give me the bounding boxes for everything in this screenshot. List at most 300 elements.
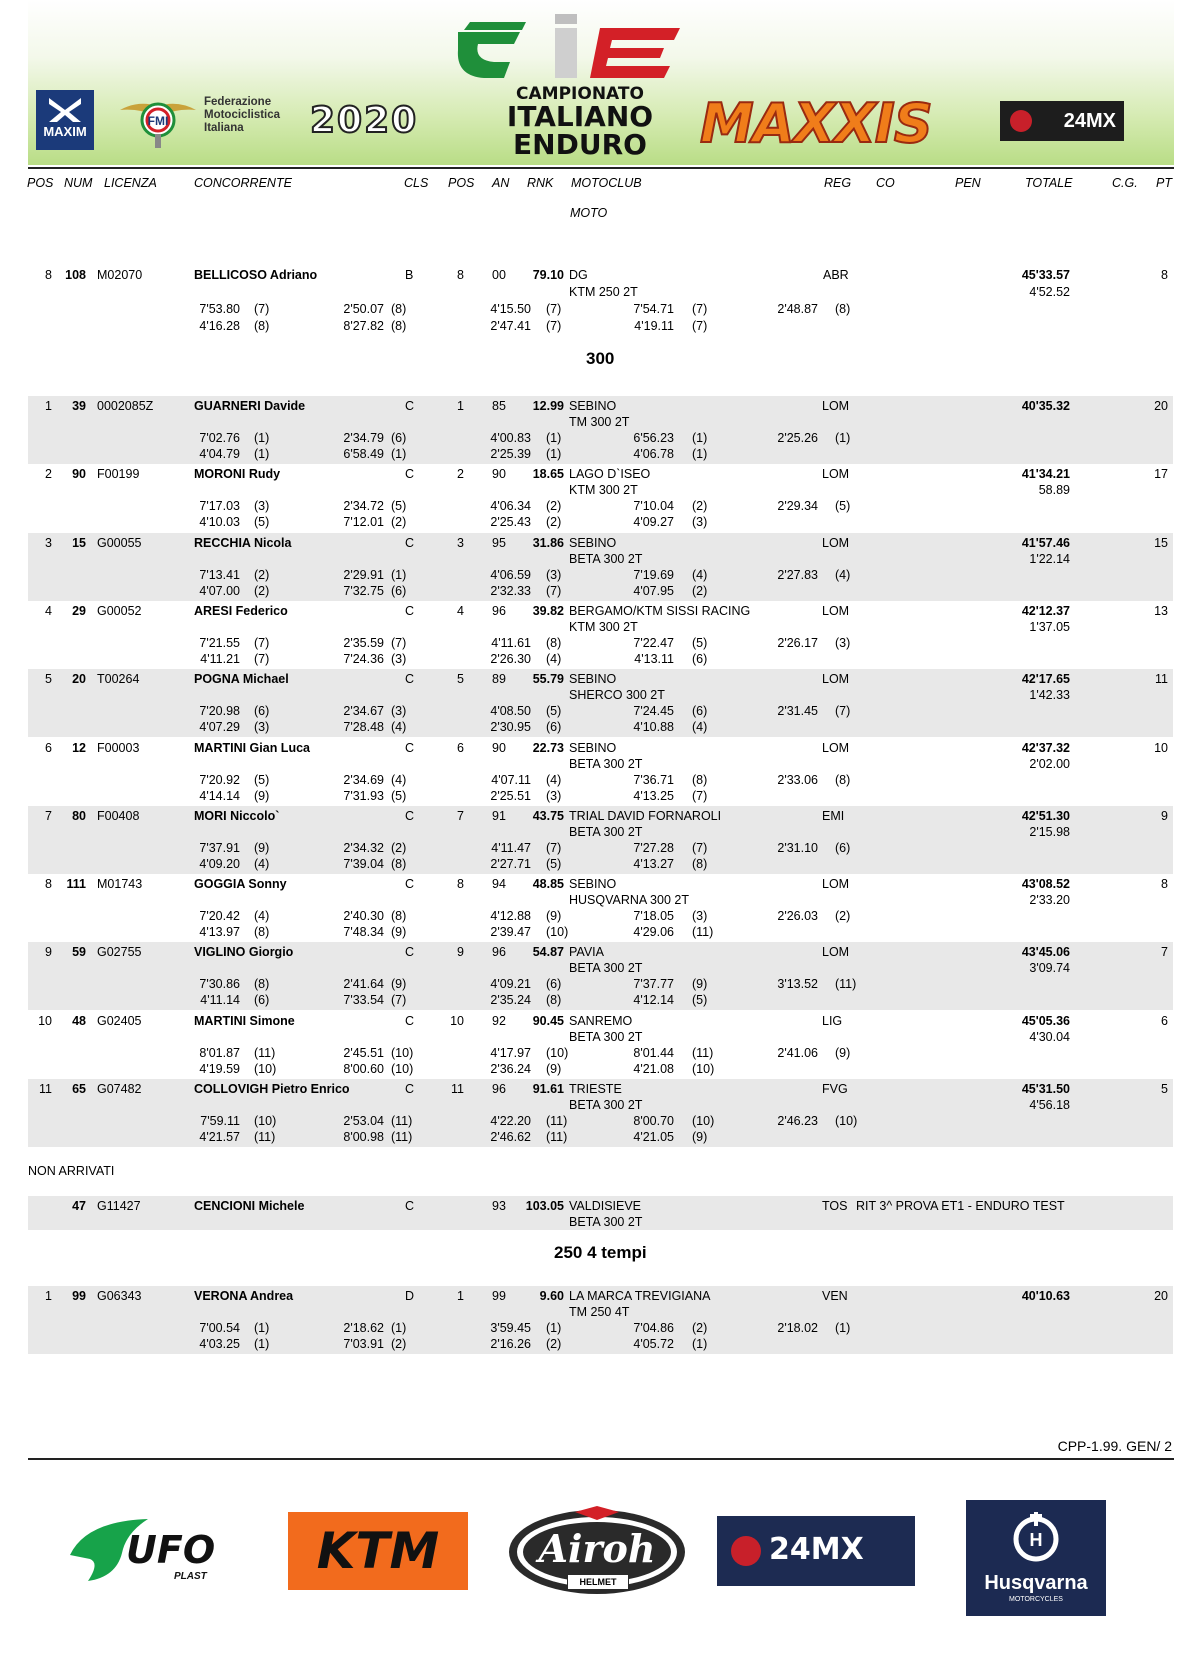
time-cell: 4'13.11 bbox=[634, 651, 674, 666]
rank-cell: (8) bbox=[254, 319, 270, 333]
rank-cell: (11) bbox=[546, 1114, 568, 1128]
rank-cell: (10) bbox=[546, 925, 569, 940]
rank-cell: (11) bbox=[692, 925, 714, 940]
cell-moto: SHERCO 300 2T bbox=[569, 688, 665, 703]
table-row-non-arrivato bbox=[28, 1196, 1173, 1230]
cell-licenza: F00408 bbox=[97, 808, 140, 823]
time-cell: 2'35.24 bbox=[490, 993, 531, 1008]
rank-cell: (5) bbox=[254, 515, 270, 530]
table-row bbox=[28, 874, 1173, 942]
cell-num: 99 bbox=[72, 1289, 86, 1303]
rank-cell: (8) bbox=[391, 856, 407, 871]
rank-cell: (6) bbox=[391, 431, 407, 445]
time-cell: 2'25.26 bbox=[777, 431, 818, 445]
time-cell: 2'35.59 bbox=[343, 635, 384, 650]
cell-licenza: G11427 bbox=[97, 1199, 141, 1213]
cell-an: 94 bbox=[492, 877, 506, 892]
rank-cell: (1) bbox=[391, 447, 407, 461]
cell-an: 92 bbox=[492, 1013, 506, 1028]
table-row bbox=[28, 942, 1173, 1010]
rank-cell: (2) bbox=[254, 567, 270, 582]
col-totale: TOTALE bbox=[1025, 176, 1073, 190]
cell-reg: LOM bbox=[822, 399, 850, 413]
cell-reg: TOS bbox=[822, 1199, 848, 1213]
cell-an: 95 bbox=[492, 535, 506, 550]
time-cell: 2'26.17 bbox=[777, 635, 818, 650]
rank-cell: (7) bbox=[692, 840, 708, 855]
rank-cell: (7) bbox=[692, 788, 708, 803]
cell-an: 96 bbox=[492, 1082, 506, 1096]
rank-cell: (6) bbox=[391, 583, 407, 598]
non-arrivati-label: NON ARRIVATI bbox=[28, 1164, 115, 1178]
time-cell: 3'59.45 bbox=[490, 1321, 531, 1335]
svg-text:H: H bbox=[1029, 1530, 1043, 1550]
cell-pos: 8 bbox=[45, 877, 52, 892]
cell-pt: 20 bbox=[1154, 399, 1168, 413]
cell-licenza: G00055 bbox=[97, 535, 142, 550]
cell-moto: KTM 300 2T bbox=[569, 483, 638, 498]
rank-cell: (11) bbox=[254, 1045, 276, 1060]
rank-cell: (3) bbox=[254, 499, 270, 514]
cell-totale: 41'57.46 bbox=[1021, 535, 1070, 550]
rank-cell: (3) bbox=[254, 720, 270, 735]
rank-cell: (1) bbox=[546, 447, 562, 461]
col-motoclub: MOTOCLUB bbox=[571, 176, 642, 190]
rank-cell: (1) bbox=[692, 431, 708, 445]
time-cell: 2'30.95 bbox=[490, 720, 531, 735]
time-cell: 4'21.57 bbox=[199, 1130, 240, 1144]
cell-pos: 5 bbox=[45, 672, 52, 687]
cell-rnk: 90.45 bbox=[532, 1013, 564, 1028]
cell-cls: C bbox=[405, 1199, 415, 1213]
cell-licenza: G00052 bbox=[97, 603, 142, 618]
rank-cell: (7) bbox=[254, 651, 270, 666]
cell-motoclub: SEBINO bbox=[569, 535, 617, 550]
time-cell: 2'36.24 bbox=[490, 1061, 531, 1076]
cell-moto: BETA 300 2T bbox=[569, 824, 643, 839]
time-cell: 2'50.07 bbox=[343, 302, 384, 316]
time-cell: 4'06.78 bbox=[633, 447, 674, 461]
time-cell: 8'00.98 bbox=[343, 1130, 384, 1144]
rank-cell: (2) bbox=[391, 515, 407, 530]
time-cell: 4'19.59 bbox=[199, 1061, 240, 1076]
time-cell: 2'29.34 bbox=[777, 499, 818, 514]
cell-licenza: F00003 bbox=[97, 740, 140, 755]
rank-cell: (4) bbox=[254, 856, 270, 871]
ufo-plast-logo bbox=[66, 1515, 256, 1587]
rank-cell: (2) bbox=[546, 1337, 562, 1351]
cell-gap: 4'30.04 bbox=[1029, 1029, 1070, 1044]
cell-num: 12 bbox=[72, 740, 86, 755]
rank-cell: (8) bbox=[692, 856, 708, 871]
time-cell: 2'33.06 bbox=[777, 772, 818, 787]
cell-name: GOGGIA Sonny bbox=[194, 877, 287, 892]
cell-licenza: T00264 bbox=[97, 672, 140, 687]
cell-an: 00 bbox=[492, 268, 506, 282]
col-cg: C.G. bbox=[1112, 176, 1138, 190]
rank-cell: (1) bbox=[254, 447, 270, 461]
cell-moto: BETA 300 2T bbox=[569, 551, 643, 566]
time-cell: 8'27.82 bbox=[343, 319, 384, 333]
rank-cell: (4) bbox=[391, 772, 407, 787]
husqvarna-logo: H Husqvarna MOTORCYCLES bbox=[966, 1500, 1106, 1616]
cell-gap: 2'33.20 bbox=[1029, 893, 1070, 908]
cell-note: RIT 3^ PROVA ET1 - ENDURO TEST bbox=[856, 1199, 1065, 1213]
rank-cell: (4) bbox=[546, 651, 562, 666]
rank-cell: (3) bbox=[692, 909, 708, 924]
time-cell: 4'08.50 bbox=[490, 704, 531, 719]
24mx-footer-logo: 24MX bbox=[717, 1516, 915, 1586]
cell-pt: 8 bbox=[1161, 877, 1168, 892]
time-cell: 2'16.26 bbox=[490, 1337, 531, 1351]
time-cell: 2'25.51 bbox=[490, 788, 531, 803]
rank-cell: (6) bbox=[692, 651, 708, 666]
time-cell: 7'17.03 bbox=[199, 499, 240, 514]
cell-name: MORONI Rudy bbox=[194, 467, 281, 482]
cell-pos: 7 bbox=[45, 808, 52, 823]
time-cell: 7'13.41 bbox=[199, 567, 240, 582]
cell-pos: 6 bbox=[45, 740, 52, 755]
col-pt: PT bbox=[1156, 176, 1172, 190]
col-co: CO bbox=[876, 176, 895, 190]
cell-gap: 2'15.98 bbox=[1029, 824, 1070, 839]
time-cell: 4'07.11 bbox=[491, 772, 531, 787]
cell-pos: 1 bbox=[45, 1289, 52, 1303]
rank-cell: (5) bbox=[391, 788, 407, 803]
time-cell: 4'13.27 bbox=[633, 856, 674, 871]
cell-num: 47 bbox=[72, 1199, 86, 1213]
cell-name: GUARNERI Davide bbox=[194, 399, 306, 413]
rank-cell: (9) bbox=[546, 1061, 562, 1076]
time-cell: 4'09.20 bbox=[199, 856, 240, 871]
cell-licenza: G07482 bbox=[97, 1082, 142, 1096]
cell-licenza: G02405 bbox=[97, 1013, 142, 1028]
rank-cell: (4) bbox=[546, 772, 562, 787]
rank-cell: (1) bbox=[546, 1321, 562, 1335]
time-cell: 2'41.06 bbox=[777, 1045, 818, 1060]
rank-cell: (1) bbox=[391, 1321, 407, 1335]
cell-pt: 17 bbox=[1154, 467, 1168, 482]
time-cell: 4'10.88 bbox=[633, 720, 674, 735]
rank-cell: (2) bbox=[692, 1321, 708, 1335]
cell-totale: 42'12.37 bbox=[1021, 603, 1070, 618]
cell-cls: C bbox=[405, 808, 415, 823]
time-cell: 4'15.50 bbox=[490, 302, 531, 316]
svg-text:UFO: UFO bbox=[126, 1528, 216, 1572]
cell-totale: 45'31.50 bbox=[1021, 1082, 1070, 1096]
cell-pt: 5 bbox=[1161, 1082, 1168, 1096]
cell-motoclub: TRIAL DAVID FORNAROLI bbox=[569, 808, 722, 823]
cell-name: MARTINI Simone bbox=[194, 1013, 295, 1028]
cell-pos: 2 bbox=[45, 467, 52, 482]
time-cell: 7'00.54 bbox=[199, 1321, 240, 1335]
cell-totale: 41'34.21 bbox=[1021, 467, 1070, 482]
time-cell: 8'00.70 bbox=[633, 1114, 674, 1128]
time-cell: 2'39.47 bbox=[490, 925, 531, 940]
rank-cell: (11) bbox=[254, 1130, 276, 1144]
cell-totale: 45'05.36 bbox=[1021, 1013, 1070, 1028]
time-cell: 8'01.44 bbox=[633, 1045, 674, 1060]
cell-cls: B bbox=[405, 268, 414, 282]
cell-an: 96 bbox=[492, 603, 506, 618]
table-row bbox=[28, 1079, 1173, 1147]
time-cell: 7'10.04 bbox=[633, 499, 674, 514]
cell-motoclub: SEBINO bbox=[569, 672, 617, 687]
cell-pos: 11 bbox=[39, 1082, 52, 1096]
fmi-logo: FMI Federazione Motociclistica Italiana bbox=[118, 86, 288, 150]
rank-cell: (2) bbox=[692, 499, 708, 514]
rank-cell: (9) bbox=[692, 1130, 708, 1144]
rank-cell: (6) bbox=[546, 977, 562, 992]
cell-num: 80 bbox=[72, 808, 86, 823]
rank-cell: (6) bbox=[692, 704, 708, 719]
table-row bbox=[28, 464, 1173, 532]
rank-cell: (2) bbox=[391, 840, 407, 855]
cell-motoclub: LA MARCA TREVIGIANA bbox=[569, 1289, 711, 1303]
time-cell: 2'48.87 bbox=[777, 302, 818, 316]
rank-cell: (7) bbox=[835, 704, 851, 719]
rank-cell: (3) bbox=[692, 515, 708, 530]
cell-rnk: 39.82 bbox=[532, 603, 564, 618]
rank-cell: (7) bbox=[692, 302, 708, 316]
time-cell: 4'13.25 bbox=[633, 788, 674, 803]
time-cell: 2'34.67 bbox=[343, 704, 384, 719]
time-cell: 8'01.87 bbox=[199, 1045, 240, 1060]
cell-name: CENCIONI Michele bbox=[194, 1199, 305, 1213]
cell-gap: 4'52.52 bbox=[1029, 285, 1070, 299]
rank-cell: (6) bbox=[835, 840, 851, 855]
time-cell: 7'27.28 bbox=[633, 840, 674, 855]
rank-cell: (2) bbox=[391, 1337, 407, 1351]
cell-reg: LOM bbox=[822, 740, 850, 755]
time-cell: 4'29.06 bbox=[633, 925, 674, 940]
cell-rnk: 55.79 bbox=[532, 672, 564, 687]
time-cell: 2'25.43 bbox=[490, 515, 531, 530]
time-cell: 7'28.48 bbox=[343, 720, 384, 735]
cell-licenza: M01743 bbox=[97, 877, 143, 892]
cell-gap: 1'37.05 bbox=[1029, 619, 1070, 634]
cell-gap: 1'42.33 bbox=[1029, 688, 1070, 703]
rank-cell: (8) bbox=[391, 909, 407, 924]
section-title-250-4t: 250 4 tempi bbox=[554, 1243, 647, 1262]
rank-cell: (4) bbox=[391, 720, 407, 735]
time-cell: 7'19.69 bbox=[633, 567, 674, 582]
cell-gap: 2'02.00 bbox=[1029, 756, 1070, 771]
time-cell: 7'33.54 bbox=[343, 993, 384, 1008]
cell-motoclub: BERGAMO/KTM SISSI RACING bbox=[569, 603, 751, 618]
time-cell: 4'05.72 bbox=[633, 1337, 674, 1351]
cell-name: RECCHIA Nicola bbox=[194, 535, 292, 550]
cell-totale: 43'45.06 bbox=[1021, 945, 1070, 960]
rank-cell: (8) bbox=[254, 925, 270, 940]
24mx-logo: 24MX bbox=[1000, 101, 1124, 141]
cell-pt: 13 bbox=[1154, 603, 1168, 618]
cell-num: 15 bbox=[72, 535, 86, 550]
rank-cell: (9) bbox=[835, 1045, 851, 1060]
time-cell: 4'21.08 bbox=[633, 1061, 674, 1076]
cell-totale: 42'51.30 bbox=[1021, 808, 1070, 823]
time-cell: 7'20.92 bbox=[199, 772, 240, 787]
cell-reg: LOM bbox=[822, 877, 850, 892]
cell-motoclub: TRIESTE bbox=[569, 1082, 622, 1096]
time-cell: 2'25.39 bbox=[490, 447, 531, 461]
rank-cell: (3) bbox=[391, 704, 407, 719]
time-cell: 2'27.71 bbox=[490, 856, 531, 871]
cell-moto: TM 300 2T bbox=[569, 415, 630, 429]
time-cell: 2'34.32 bbox=[343, 840, 384, 855]
time-cell: 2'40.30 bbox=[343, 909, 384, 924]
rank-cell: (3) bbox=[546, 788, 562, 803]
rank-cell: (10) bbox=[254, 1061, 277, 1076]
time-cell: 7'59.11 bbox=[200, 1114, 240, 1128]
rank-cell: (2) bbox=[835, 909, 851, 924]
cell-reg: LOM bbox=[822, 603, 850, 618]
rank-cell: (10) bbox=[391, 1045, 414, 1060]
time-cell: 3'13.52 bbox=[777, 977, 818, 992]
cell-moto: BETA 300 2T bbox=[569, 1215, 643, 1229]
rank-cell: (7) bbox=[391, 993, 407, 1008]
cell-rnk: 43.75 bbox=[532, 808, 564, 823]
rank-cell: (7) bbox=[254, 635, 270, 650]
cell-motoclub: VALDISIEVE bbox=[569, 1199, 642, 1213]
cell-num: 48 bbox=[72, 1013, 86, 1028]
rank-cell: (7) bbox=[692, 319, 708, 333]
cell-class-pos: 8 bbox=[457, 268, 464, 282]
time-cell: 7'31.93 bbox=[343, 788, 384, 803]
time-cell: 2'18.02 bbox=[777, 1321, 818, 1335]
time-cell: 2'32.33 bbox=[490, 583, 531, 598]
rank-cell: (1) bbox=[546, 431, 562, 445]
time-cell: 2'27.83 bbox=[777, 567, 818, 582]
cell-rnk: 18.65 bbox=[532, 467, 564, 482]
cell-rnk: 9.60 bbox=[539, 1289, 564, 1303]
time-cell: 7'04.86 bbox=[633, 1321, 674, 1335]
cell-cls: C bbox=[405, 535, 415, 550]
rank-cell: (11) bbox=[692, 1045, 714, 1060]
cell-an: 89 bbox=[492, 672, 506, 687]
table-row bbox=[28, 806, 1173, 874]
rank-cell: (1) bbox=[692, 1337, 708, 1351]
rank-cell: (11) bbox=[835, 977, 857, 992]
time-cell: 2'31.10 bbox=[777, 840, 818, 855]
section-title-300: 300 bbox=[586, 349, 615, 368]
svg-text:PLAST: PLAST bbox=[174, 1571, 207, 1582]
rank-cell: (7) bbox=[546, 840, 562, 855]
rank-cell: (7) bbox=[391, 635, 407, 650]
cell-an: 96 bbox=[492, 945, 506, 960]
cell-totale: 42'37.32 bbox=[1021, 740, 1070, 755]
footer-divider bbox=[28, 1458, 1174, 1460]
rank-cell: (3) bbox=[546, 567, 562, 582]
time-cell: 4'11.61 bbox=[491, 635, 531, 650]
cell-rnk: 12.99 bbox=[532, 399, 564, 413]
cell-licenza: G02755 bbox=[97, 945, 142, 960]
time-cell: 4'12.88 bbox=[490, 909, 531, 924]
cell-pt: 8 bbox=[1161, 268, 1168, 282]
time-cell: 7'24.36 bbox=[343, 651, 384, 666]
time-cell: 4'06.34 bbox=[490, 499, 531, 514]
cell-num: 65 bbox=[72, 1082, 86, 1096]
time-cell: 4'11.47 bbox=[491, 840, 531, 855]
rank-cell: (4) bbox=[692, 720, 708, 735]
cell-totale: 40'35.32 bbox=[1021, 399, 1070, 413]
time-cell: 7'48.34 bbox=[343, 925, 384, 940]
time-cell: 7'21.55 bbox=[199, 635, 240, 650]
cell-cls: C bbox=[405, 603, 415, 618]
cell-motoclub: SANREMO bbox=[569, 1013, 633, 1028]
time-cell: 2'45.51 bbox=[343, 1045, 384, 1060]
time-cell: 4'13.97 bbox=[199, 925, 240, 940]
rank-cell: (9) bbox=[391, 925, 407, 940]
cell-name: POGNA Michael bbox=[194, 672, 289, 687]
rank-cell: (2) bbox=[254, 583, 270, 598]
rank-cell: (7) bbox=[546, 319, 562, 333]
cell-rnk: 54.87 bbox=[532, 945, 564, 960]
col-pos: POS bbox=[27, 176, 54, 190]
rank-cell: (10) bbox=[692, 1114, 715, 1128]
cell-class-pos: 7 bbox=[457, 808, 464, 823]
cell-class-pos: 10 bbox=[450, 1013, 464, 1028]
cell-num: 108 bbox=[65, 268, 86, 282]
cell-rnk: 79.10 bbox=[532, 268, 564, 282]
rank-cell: (8) bbox=[391, 302, 407, 316]
time-cell: 2'34.72 bbox=[343, 499, 384, 514]
time-cell: 7'32.75 bbox=[343, 583, 384, 598]
cell-cls: D bbox=[405, 1289, 415, 1303]
cell-pt: 11 bbox=[1155, 672, 1168, 687]
cell-gap: 58.89 bbox=[1038, 483, 1070, 498]
table-row bbox=[28, 1286, 1173, 1354]
cell-pos: 9 bbox=[45, 945, 52, 960]
cell-pos: 1 bbox=[45, 399, 52, 413]
cell-name: BELLICOSO Adriano bbox=[194, 268, 318, 282]
cell-pos: 10 bbox=[38, 1013, 52, 1028]
cell-reg: FVG bbox=[822, 1082, 848, 1096]
rank-cell: (3) bbox=[835, 635, 851, 650]
cell-pt: 7 bbox=[1161, 945, 1168, 960]
cell-num: 59 bbox=[72, 945, 86, 960]
cell-totale: 42'17.65 bbox=[1021, 672, 1070, 687]
rank-cell: (4) bbox=[692, 567, 708, 582]
rank-cell: (7) bbox=[254, 302, 270, 316]
time-cell: 2'46.23 bbox=[777, 1114, 818, 1128]
cell-name: MARTINI Gian Luca bbox=[194, 740, 310, 755]
cell-licenza: G06343 bbox=[97, 1289, 142, 1303]
rank-cell: (9) bbox=[692, 977, 708, 992]
time-cell: 4'14.14 bbox=[199, 788, 240, 803]
cell-gap: 1'22.14 bbox=[1029, 551, 1070, 566]
cell-an: 91 bbox=[492, 808, 506, 823]
cell-cls: C bbox=[405, 1013, 415, 1028]
cell-name: ARESI Federico bbox=[194, 603, 288, 618]
time-cell: 7'20.98 bbox=[199, 704, 240, 719]
cell-an: 85 bbox=[492, 399, 506, 413]
cell-class-pos: 6 bbox=[457, 740, 464, 755]
rank-cell: (10) bbox=[391, 1061, 414, 1076]
time-cell: 8'00.60 bbox=[343, 1061, 384, 1076]
table-row bbox=[28, 268, 1173, 336]
cell-num: 90 bbox=[72, 467, 86, 482]
airoh-logo: Airoh HELMET bbox=[505, 1506, 689, 1596]
time-cell: 2'53.04 bbox=[343, 1114, 384, 1128]
cell-motoclub: DG bbox=[569, 268, 588, 282]
col-reg: REG bbox=[824, 176, 852, 190]
time-cell: 7'02.76 bbox=[199, 431, 240, 445]
table-row bbox=[28, 601, 1173, 669]
cell-licenza: F00199 bbox=[97, 467, 140, 482]
cell-rnk: 48.85 bbox=[532, 877, 564, 892]
time-cell: 4'17.97 bbox=[490, 1045, 531, 1060]
